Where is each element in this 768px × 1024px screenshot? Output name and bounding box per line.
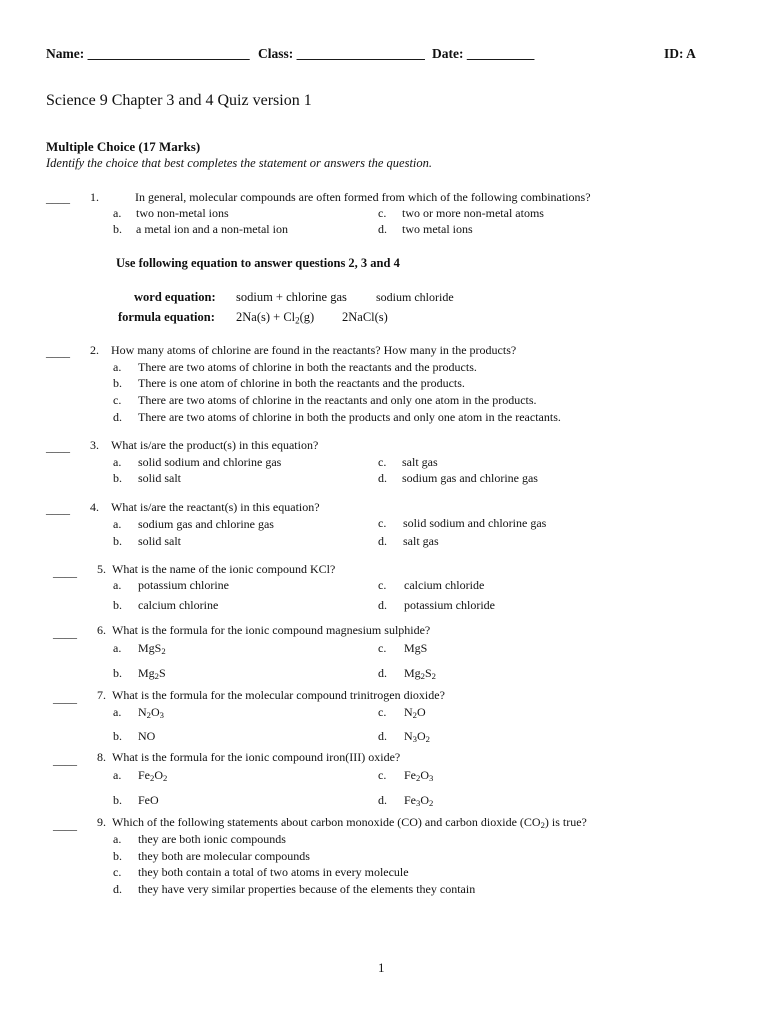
choice-letter-a: a. <box>113 832 122 846</box>
question-stem: What is/are the reactant(s) in this equation? <box>111 500 320 514</box>
choice-b: $Mg_2S$ <box>138 666 166 682</box>
answer-blank: ____ <box>53 626 77 640</box>
choice-d: $Fe_3O_2$ <box>404 793 434 809</box>
choice-c: $N_2O$ <box>404 705 426 721</box>
choice-a: There are two atoms of chlorine in both the reactants and the products. <box>138 360 477 374</box>
choice-d: potassium chloride <box>404 598 495 612</box>
equation-heading: Use following equation to answer questions 2, 3 and 4 <box>116 256 400 270</box>
choice-b: solid salt <box>138 471 182 485</box>
section-heading: Multiple Choice (17 Marks) <box>46 139 201 154</box>
choice-a: $N_2O_3$ <box>138 705 164 721</box>
choice-b: calcium chlorine <box>138 598 219 612</box>
choice-d: salt gas <box>403 534 439 548</box>
question-number: 9. <box>97 815 106 829</box>
choice-letter-d: d. <box>113 410 122 424</box>
choice-letter-a: a. <box>113 455 122 469</box>
choice-a: sodium gas and chlorine gas <box>138 517 274 531</box>
choice-letter-d: d. <box>378 471 387 485</box>
choice-letter-d: d. <box>378 793 387 807</box>
choice-letter-b: b. <box>113 793 122 807</box>
answer-blank: ____ <box>53 753 77 767</box>
choice-d: There are two atoms of chlorine in both the products and only one atom in the reactants. <box>138 410 561 424</box>
choice-c: salt gas <box>402 455 438 469</box>
choice-letter-c: c. <box>378 516 387 530</box>
question-number: 2. <box>90 343 99 357</box>
formula-equation-label: formula equation: <box>118 310 215 324</box>
date-field: Date: __________ <box>432 46 535 61</box>
choice-letter-a: a. <box>113 578 122 592</box>
question-stem: In general, molecular compounds are often formed from which of the following combinations? <box>135 190 591 204</box>
choice-letter-d: d. <box>113 882 122 896</box>
question-number: 7. <box>97 688 106 702</box>
answer-blank: ____ <box>53 565 77 579</box>
question-number: 8. <box>97 750 106 764</box>
question-number: 4. <box>90 500 99 514</box>
choice-letter-b: b. <box>113 471 122 485</box>
quiz-title: Science 9 Chapter 3 and 4 Quiz version 1 <box>46 92 312 109</box>
choice-b: they both are molecular compounds <box>138 849 310 863</box>
choice-letter-c: c. <box>378 705 387 719</box>
choice-a: $Fe_2O_2$ <box>138 768 168 784</box>
answer-blank: ____ <box>53 691 77 705</box>
choice-letter-b: b. <box>113 222 122 236</box>
choice-d: they have very similar properties because of the elements they contain <box>138 882 476 896</box>
choice-letter-d: d. <box>378 598 387 612</box>
choice-letter-b: b. <box>113 376 122 390</box>
choice-a: solid sodium and chlorine gas <box>138 455 282 469</box>
choice-a: MgS$_2$ <box>138 641 166 657</box>
question-number: 1. <box>90 190 99 204</box>
choice-letter-c: c. <box>378 455 387 469</box>
choice-letter-a: a. <box>113 206 122 220</box>
question-stem: Which of the following statements about carbon monoxide (CO) and carbon dioxide $(CO_2)$ is true? <box>112 815 587 831</box>
choice-c: solid sodium and chlorine gas <box>403 516 547 530</box>
choice-b: There is one atom of chlorine in both the reactants and the products. <box>138 376 465 390</box>
class-field: Class: ___________________ <box>258 46 425 61</box>
question-number: 6. <box>97 623 106 637</box>
question-stem: What is the formula for the ionic compound iron(III) oxide? <box>112 750 401 764</box>
section-instruction: Identify the choice that best completes the statement or answers the question. <box>46 156 433 170</box>
choice-c: two or more non-metal atoms <box>402 206 544 220</box>
answer-blank: ____ <box>46 502 70 516</box>
question-stem: What is the formula for the molecular compound trinitrogen dioxide? <box>112 688 445 702</box>
choice-letter-a: a. <box>113 768 122 782</box>
choice-d: $N_3O_2$ <box>404 729 430 745</box>
question-stem: What is/are the product(s) in this equation? <box>111 438 319 452</box>
question-stem: What is the name of the ionic compound KCl? <box>112 562 336 576</box>
choice-letter-c: c. <box>113 393 122 407</box>
id-label: ID: A <box>664 46 696 61</box>
question-number: 3. <box>90 438 99 452</box>
choice-letter-b: b. <box>113 729 122 743</box>
question-number: 5. <box>97 562 106 576</box>
choice-letter-c: c. <box>378 641 387 655</box>
choice-letter-c: c. <box>378 206 387 220</box>
choice-letter-b: b. <box>113 666 122 680</box>
choice-letter-c: c. <box>113 865 122 879</box>
choice-c: MgS <box>404 641 428 655</box>
answer-blank: ____ <box>46 191 70 205</box>
choice-letter-a: a. <box>113 641 122 655</box>
choice-d: two metal ions <box>402 222 473 236</box>
word-equation-product: sodium chloride <box>376 290 454 304</box>
choice-a: they are both ionic compounds <box>138 832 286 846</box>
choice-c: they both contain a total of two atoms in every molecule <box>138 865 409 879</box>
choice-c: calcium chloride <box>404 578 485 592</box>
choice-letter-d: d. <box>378 534 387 548</box>
question-stem: What is the formula for the ionic compound magnesium sulphide? <box>112 623 431 637</box>
choice-b: NO <box>138 729 156 743</box>
choice-letter-b: b. <box>113 849 122 863</box>
choice-letter-c: c. <box>378 578 387 592</box>
choice-letter-a: a. <box>113 517 122 531</box>
page-number: 1 <box>378 960 385 975</box>
choice-letter-b: b. <box>113 534 122 548</box>
choice-b: solid salt <box>138 534 182 548</box>
name-field: Name: ________________________ <box>46 46 250 61</box>
answer-blank: ____ <box>46 345 70 359</box>
choice-c: $Fe_2O_3$ <box>404 768 434 784</box>
choice-a: two non-metal ions <box>136 206 229 220</box>
choice-letter-c: c. <box>378 768 387 782</box>
question-stem: How many atoms of chlorine are found in the reactants? How many in the products? <box>111 343 517 357</box>
choice-d: sodium gas and chlorine gas <box>402 471 538 485</box>
answer-blank: ____ <box>46 440 70 454</box>
choice-letter-a: a. <box>113 705 122 719</box>
choice-letter-b: b. <box>113 598 122 612</box>
choice-c: There are two atoms of chlorine in the reactants and only one atom in the products. <box>138 393 537 407</box>
choice-d: $Mg_2S_2$ <box>404 666 436 682</box>
choice-b: a metal ion and a non-metal ion <box>136 222 288 236</box>
choice-b: FeO <box>138 793 159 807</box>
choice-a: potassium chlorine <box>138 578 229 592</box>
word-equation-label: word equation: <box>134 290 216 304</box>
word-equation-text: sodium + chlorine gas <box>236 290 347 304</box>
choice-letter-d: d. <box>378 666 387 680</box>
formula-equation-product: 2NaCl(s) <box>342 310 388 324</box>
choice-letter-d: d. <box>378 729 387 743</box>
choice-letter-d: d. <box>378 222 387 236</box>
answer-blank: ____ <box>53 818 77 832</box>
choice-letter-a: a. <box>113 360 122 374</box>
formula-equation-text: $2Na(s) + Cl_2(g)$ <box>236 310 315 326</box>
